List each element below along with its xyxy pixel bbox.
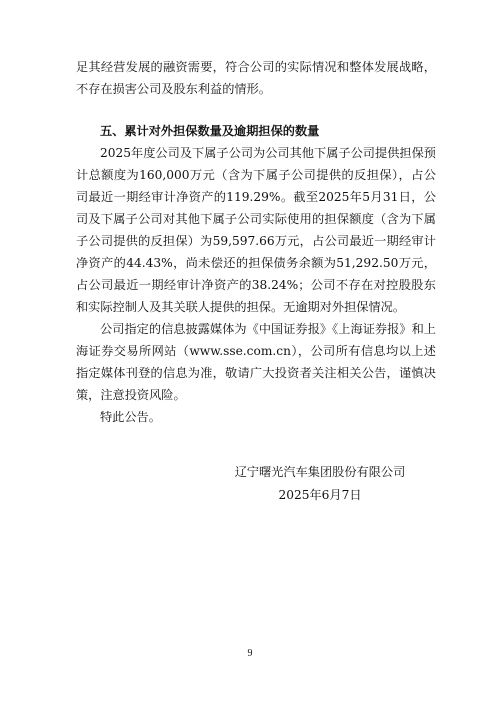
guarantee-paragraph: 2025年度公司及下属子公司为公司其他下属子公司提供担保预计总额度为160,000万元（含为下属子公司提供的反担保），占公司最近一期经审计净资产的119.29%。截至2025年5月31日，公司及下属子公司对其他下属子公司实际使用的担保额度（含为下属子公司提供的反担保）为59,597.66万元，占公司最近一期经审计净资产的44.43%，尚未偿还的担保债务余额为51,292.50万元，占公司最近一期经审计净资产的38.24%；公司不存在对控股股东和实际控制人及其关联人提供的担保。无逾期对外担保情况。 [76, 146, 436, 314]
page-number: 9 [247, 648, 253, 659]
closing-text: 特此公告。 [100, 410, 161, 424]
company-name: 辽宁曙光汽车集团股份有限公司 [234, 465, 406, 479]
media-paragraph: 公司指定的信息披露媒体为《中国证券报》《上海证券报》和上海证券交易所网站（www.sse.com.cn），公司所有信息均以上述指定媒体刊登的信息为准，敬请广大投资者关注相关公告，谨慎决策，注意投资风险。 [76, 322, 436, 402]
announcement-date: 2025年6月7日 [278, 488, 362, 502]
document-body [76, 56, 436, 428]
intro-paragraph: 足其经营发展的融资需要，符合公司的实际情况和整体发展战略，不存在损害公司及股东利益的情形。 [76, 60, 436, 96]
section-heading: 五、累计对外担保数量及逾期担保的数量 [100, 124, 320, 138]
